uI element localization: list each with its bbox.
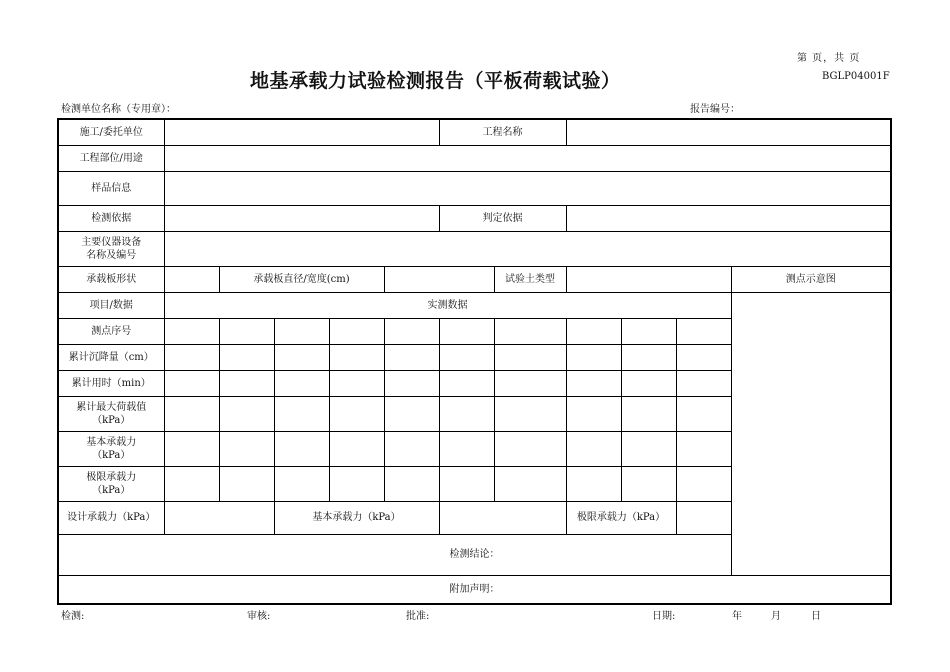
time-cell[interactable] (384, 370, 439, 396)
basic-bearing-kpa-value[interactable] (439, 501, 566, 534)
max-load-cell[interactable] (676, 396, 731, 431)
year-label: 年 (732, 611, 742, 622)
conclusion-cell[interactable] (58, 534, 891, 575)
settlement-cell[interactable] (219, 344, 274, 370)
max-load-cell[interactable] (439, 396, 494, 431)
settlement-cell[interactable] (566, 344, 621, 370)
note-cell[interactable] (58, 575, 891, 604)
ultimate-bearing-kpa-label: 极限承载力（kPa） (566, 501, 676, 534)
basic-bearing-cell[interactable] (219, 431, 274, 466)
report-no-label: 报告编号： (690, 104, 740, 115)
basic-bearing-cell[interactable] (621, 431, 676, 466)
max-load-label-text: 累计最大荷载值 (76, 401, 147, 413)
max-load-cell[interactable] (621, 396, 676, 431)
time-cell[interactable] (676, 370, 731, 396)
basic-bearing-label-text: 基本承载力 (86, 436, 137, 448)
design-bearing-value[interactable] (164, 501, 274, 534)
equipment-label-line2: 名称及编号 (86, 249, 137, 261)
sample-value[interactable] (164, 171, 891, 205)
basic-bearing-cell[interactable] (676, 431, 731, 466)
basic-bearing-unit: （kPa） (92, 449, 131, 461)
time-cell[interactable] (566, 370, 621, 396)
ultimate-bearing-cell[interactable] (219, 466, 274, 501)
equipment-label (58, 231, 164, 266)
measured-label: 实测数据 (164, 292, 731, 318)
ultimate-bearing-cell[interactable] (621, 466, 676, 501)
page-indicator: 第 页，共 页 (797, 53, 861, 64)
project-name-label: 工程名称 (439, 119, 566, 145)
settlement-cell[interactable] (439, 344, 494, 370)
date-label: 日期: (652, 611, 676, 622)
ultimate-bearing-cell[interactable] (274, 466, 329, 501)
point-no-cell[interactable] (164, 318, 219, 344)
ultimate-bearing-cell[interactable] (164, 466, 219, 501)
plate-shape-value[interactable] (164, 266, 219, 292)
approver-label: 批准: (406, 611, 430, 622)
plate-size-label: 承载板直径/宽度(cm) (219, 266, 384, 292)
row-sample (58, 171, 891, 205)
part-label: 工程部位/用途 (58, 145, 164, 171)
day-label: 日 (811, 611, 821, 622)
row-equipment (58, 231, 891, 266)
basic-bearing-cell[interactable] (274, 431, 329, 466)
judge-label: 判定依据 (439, 205, 566, 231)
ultimate-bearing-cell[interactable] (566, 466, 621, 501)
ultimate-bearing-cell[interactable] (439, 466, 494, 501)
row-plate (58, 266, 891, 292)
max-load-label (58, 396, 164, 431)
ultimate-bearing-label-text: 极限承载力 (86, 471, 137, 483)
row-conclusion (58, 534, 891, 575)
basic-bearing-cell[interactable] (384, 431, 439, 466)
sample-label: 样品信息 (58, 171, 164, 205)
row-client (58, 119, 891, 145)
time-cell[interactable] (621, 370, 676, 396)
equipment-label-line1: 主要仪器设备 (81, 236, 142, 248)
settlement-cell[interactable] (274, 344, 329, 370)
ultimate-bearing-cell[interactable] (494, 466, 566, 501)
design-bearing-label: 设计承载力（kPa） (58, 501, 164, 534)
row-item (58, 292, 891, 318)
diagram-area[interactable] (731, 292, 891, 575)
settlement-label: 累计沉降量（cm） (58, 344, 164, 370)
point-no-cell[interactable] (439, 318, 494, 344)
settlement-cell[interactable] (494, 344, 566, 370)
plate-size-value[interactable] (384, 266, 494, 292)
page-title: 地基承载力试验检测报告（平板荷载试验） (250, 70, 621, 92)
point-no-cell[interactable] (219, 318, 274, 344)
judge-value[interactable] (566, 205, 891, 231)
conclusion-label: 检测结论： (449, 549, 500, 560)
row-part (58, 145, 891, 171)
diagram-label: 测点示意图 (731, 266, 891, 292)
max-load-cell[interactable] (384, 396, 439, 431)
form-code: BGLP04001F (822, 71, 890, 82)
basic-bearing-label (58, 431, 164, 466)
ultimate-bearing-unit: （kPa） (92, 484, 131, 496)
time-cell[interactable] (274, 370, 329, 396)
part-value[interactable] (164, 145, 891, 171)
item-label: 项目/数据 (58, 292, 164, 318)
time-cell[interactable] (494, 370, 566, 396)
point-no-cell[interactable] (676, 318, 731, 344)
ultimate-bearing-cell[interactable] (676, 466, 731, 501)
project-name-value[interactable] (566, 119, 891, 145)
note-label: 附加声明： (449, 583, 500, 595)
reviewer-label: 审核: (247, 611, 271, 622)
settlement-cell[interactable] (329, 344, 384, 370)
time-cell[interactable] (439, 370, 494, 396)
client-label: 施工/委托单位 (58, 119, 164, 145)
time-cell[interactable] (219, 370, 274, 396)
basic-bearing-kpa-label: 基本承载力（kPa） (274, 501, 439, 534)
basic-bearing-cell[interactable] (566, 431, 621, 466)
plate-shape-label: 承载板形状 (58, 266, 164, 292)
settlement-cell[interactable] (384, 344, 439, 370)
point-no-cell[interactable] (566, 318, 621, 344)
report-form-table (57, 118, 892, 605)
time-cell[interactable] (164, 370, 219, 396)
basis-value[interactable] (164, 205, 439, 231)
settlement-cell[interactable] (621, 344, 676, 370)
basic-bearing-cell[interactable] (494, 431, 566, 466)
soil-type-value[interactable] (566, 266, 731, 292)
point-no-cell[interactable] (329, 318, 384, 344)
basic-bearing-cell[interactable] (439, 431, 494, 466)
point-no-cell[interactable] (621, 318, 676, 344)
max-load-cell[interactable] (219, 396, 274, 431)
ultimate-bearing-kpa-value[interactable] (676, 501, 731, 534)
max-load-cell[interactable] (494, 396, 566, 431)
max-load-cell[interactable] (329, 396, 384, 431)
ultimate-bearing-label (58, 466, 164, 501)
max-load-cell[interactable] (274, 396, 329, 431)
max-load-cell[interactable] (566, 396, 621, 431)
unit-label: 检测单位名称（专用章）： (61, 104, 176, 115)
row-basis (58, 205, 891, 231)
row-note (58, 575, 891, 604)
month-label: 月 (771, 611, 781, 622)
point-no-cell[interactable] (494, 318, 566, 344)
max-load-unit: （kPa） (92, 414, 131, 426)
time-label: 累计用时（min） (58, 370, 164, 396)
point-no-label: 测点序号 (58, 318, 164, 344)
point-no-cell[interactable] (274, 318, 329, 344)
basis-label: 检测依据 (58, 205, 164, 231)
point-no-cell[interactable] (384, 318, 439, 344)
inspector-label: 检测: (61, 611, 85, 622)
basic-bearing-cell[interactable] (329, 431, 384, 466)
equipment-value[interactable] (164, 231, 891, 266)
ultimate-bearing-cell[interactable] (329, 466, 384, 501)
soil-type-label: 试验土类型 (494, 266, 566, 292)
settlement-cell[interactable] (164, 344, 219, 370)
time-cell[interactable] (329, 370, 384, 396)
basic-bearing-cell[interactable] (164, 431, 219, 466)
ultimate-bearing-cell[interactable] (384, 466, 439, 501)
client-value[interactable] (164, 119, 439, 145)
settlement-cell[interactable] (676, 344, 731, 370)
max-load-cell[interactable] (164, 396, 219, 431)
